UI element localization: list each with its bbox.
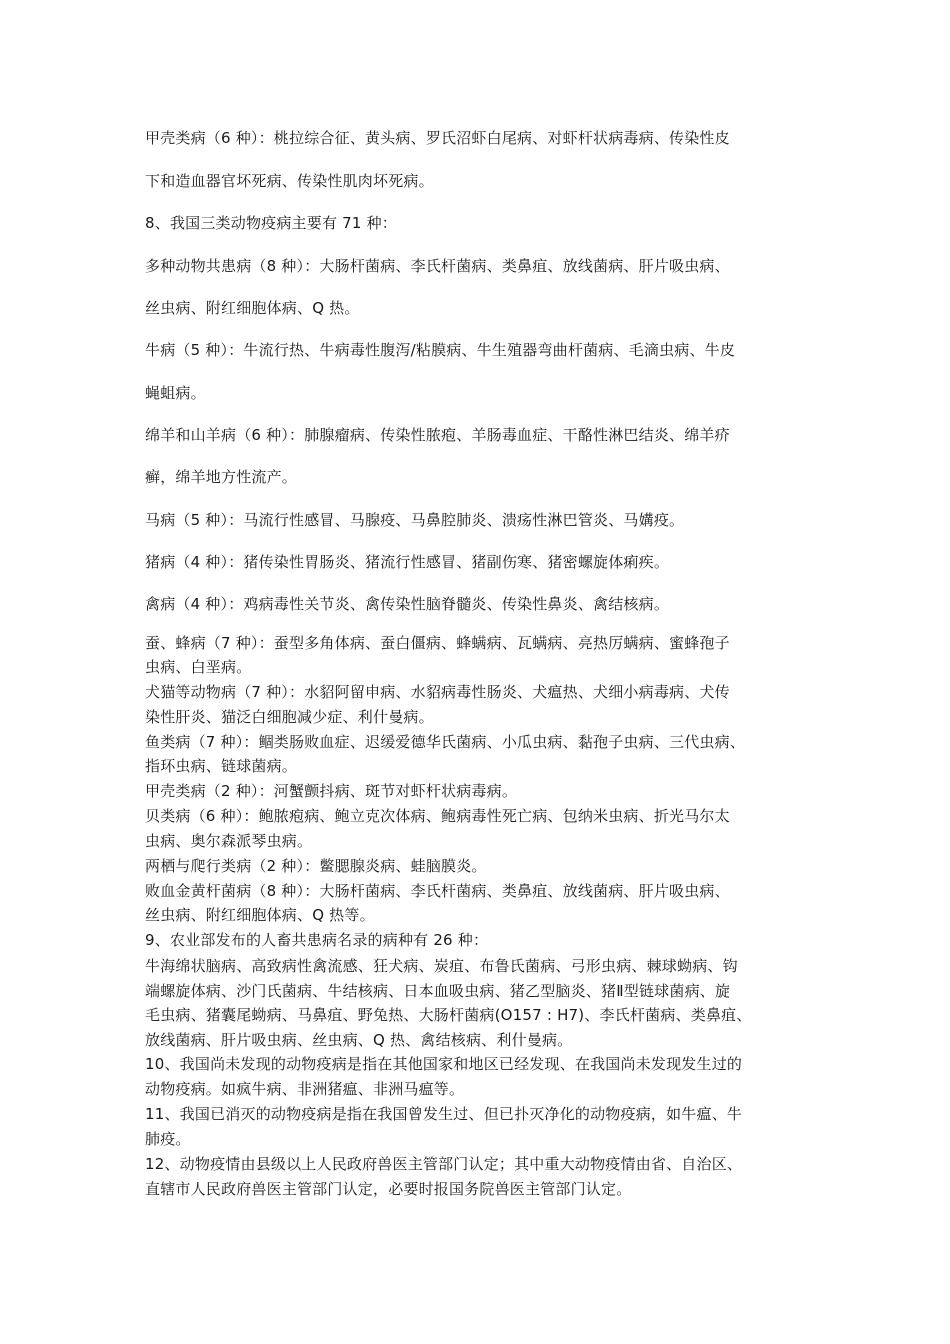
text-line: 毛虫病、猪囊尾蚴病、马鼻疽、野兔热、大肠杆菌病(O157 : H7)、李氏杆菌病、类鼻疽、 (145, 1006, 752, 1024)
text-line: 10、我国尚未发现的动物疫病是指在其他国家和地区已经发现、在我国尚未发现发生过的 (145, 1055, 743, 1073)
text-line: 直辖市人民政府兽医主管部门认定，必要时报国务院兽医主管部门认定。 (145, 1180, 632, 1198)
text-line: 癣，绵羊地方性流产。 (145, 468, 298, 486)
text-line: 放线菌病、肝片吸虫病、丝虫病、Q 热、禽结核病、利什曼病。 (145, 1031, 573, 1049)
text-line: 下和造血器官坏死病、传染性肌肉坏死病。 (145, 172, 434, 190)
text-line: 染性肝炎、猫泛白细胞减少症、利什曼病。 (145, 708, 434, 726)
text-line: 9、农业部发布的人畜共患病名录的病种有 26 种： (145, 931, 489, 949)
text-line: 虫病、奥尔森派琴虫病。 (145, 832, 313, 850)
text-line: 禽病（4 种）：鸡病毒性关节炎、禽传染性脑脊髓炎、传染性鼻炎、禽结核病。 (145, 595, 670, 613)
text-line: 贝类病（6 种）：鲍脓疱病、鲍立克次体病、鲍病毒性死亡病、包纳米虫病、折光马尔太 (145, 807, 730, 825)
text-line: 虫病、白垩病。 (145, 658, 252, 676)
text-line: 两栖与爬行类病（2 种）：鳖腮腺炎病、蛙脑膜炎。 (145, 857, 487, 875)
text-line: 蝇蛆病。 (145, 384, 206, 402)
text-line: 肺疫。 (145, 1130, 191, 1148)
text-line: 指环虫病、链球菌病。 (145, 757, 298, 775)
text-line: 蚕、蜂病（7 种）：蚕型多角体病、蚕白僵病、蜂螨病、瓦螨病、亮热厉螨病、蜜蜂孢子 (145, 634, 730, 652)
text-line: 多种动物共患病（8 种）：大肠杆菌病、李氏杆菌病、类鼻疽、放线菌病、肝片吸虫病、 (145, 257, 730, 275)
text-line: 12、动物疫情由县级以上人民政府兽医主管部门认定；其中重大动物疫情由省、自治区、 (145, 1155, 743, 1173)
text-line: 绵羊和山羊病（6 种）：肺腺瘤病、传染性脓疱、羊肠毒血症、干酪性淋巴结炎、绵羊疥 (145, 426, 730, 444)
text-line: 牛海绵状脑病、高致病性禽流感、狂犬病、炭疽、布鲁氏菌病、弓形虫病、棘球蚴病、钩 (145, 957, 738, 975)
text-line: 鱼类病（7 种）：鲴类肠败血症、迟缓爱德华氏菌病、小瓜虫病、黏孢子虫病、三代虫病、 (145, 733, 746, 751)
text-line: 端螺旋体病、沙门氏菌病、牛结核病、日本血吸虫病、猪乙型脑炎、猪Ⅱ型链球菌病、旋 (145, 982, 731, 1000)
text-line: 犬猫等动物病（7 种）：水貂阿留申病、水貂病毒性肠炎、犬瘟热、犬细小病毒病、犬传 (145, 683, 730, 701)
text-line: 甲壳类病（6 种）：桃拉综合征、黄头病、罗氏沼虾白尾病、对虾杆状病毒病、传染性皮 (145, 129, 730, 147)
text-line: 丝虫病、附红细胞体病、Q 热等。 (145, 906, 375, 924)
text-line: 马病（5 种）：马流行性感冒、马腺疫、马鼻腔肺炎、溃疡性淋巴管炎、马媾疫。 (145, 511, 685, 529)
text-line: 牛病（5 种）：牛流行热、牛病毒性腹泻/粘膜病、牛生殖器弯曲杆菌病、毛滴虫病、牛皮 (145, 341, 736, 359)
text-line: 动物疫病。如疯牛病、非洲猪瘟、非洲马瘟等。 (145, 1080, 465, 1098)
text-line: 丝虫病、附红细胞体病、Q 热。 (145, 299, 360, 317)
text-line: 甲壳类病（2 种）：河蟹颤抖病、斑节对虾杆状病毒病。 (145, 782, 518, 800)
text-line: 败血金黄杆菌病（8 种）：大肠杆菌病、李氏杆菌病、类鼻疽、放线菌病、肝片吸虫病、 (145, 882, 730, 900)
text-line: 8、我国三类动物疫病主要有 71 种： (145, 214, 397, 232)
text-line: 11、我国已消灭的动物疫病是指在我国曾发生过、但已扑灭净化的动物疫病，如牛瘟、牛 (145, 1105, 743, 1123)
text-line: 猪病（4 种）：猪传染性胃肠炎、猪流行性感冒、猪副伤寒、猪密螺旋体痢疾。 (145, 553, 670, 571)
